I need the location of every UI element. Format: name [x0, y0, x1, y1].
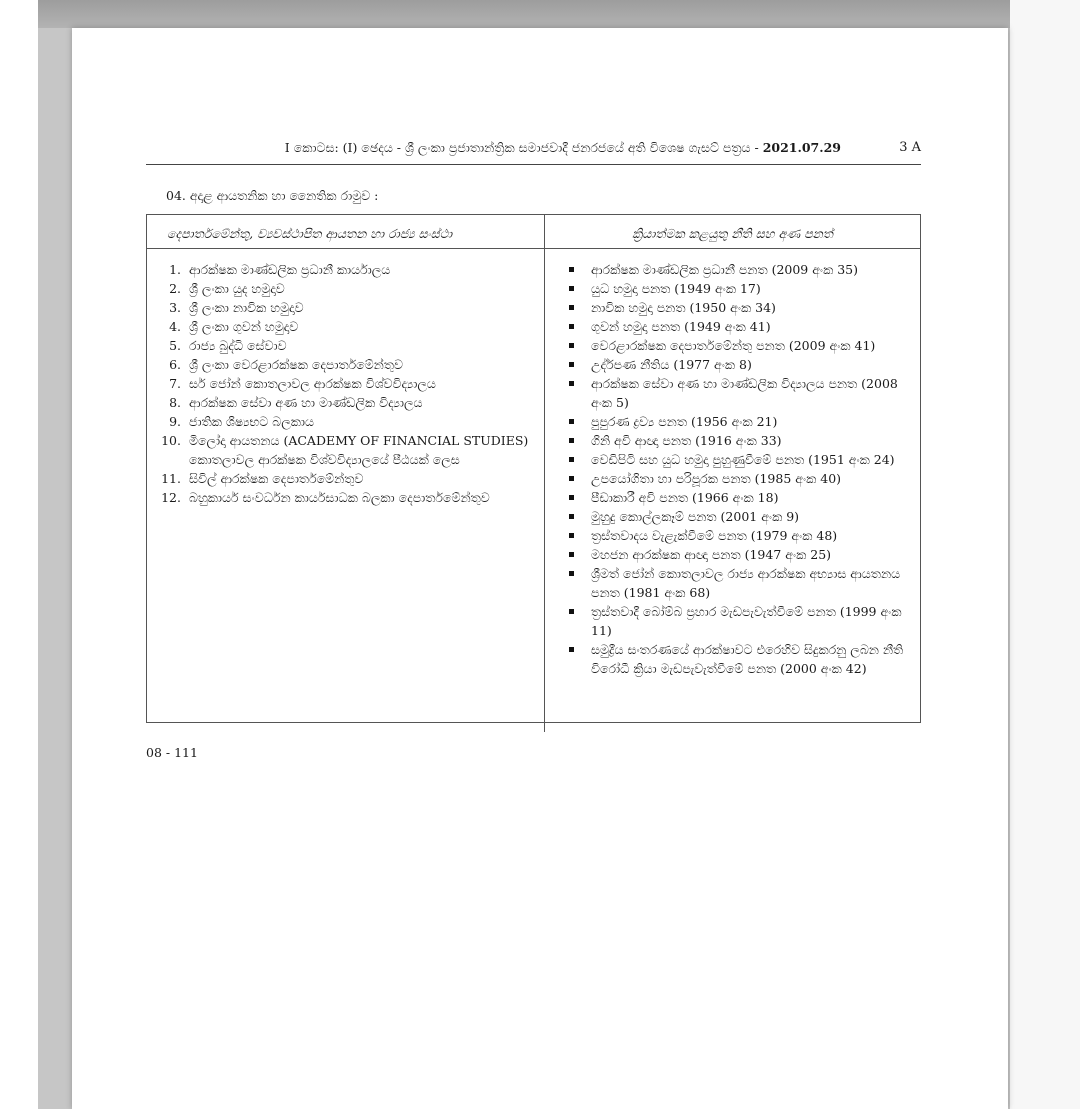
square-bullet-icon: [569, 419, 574, 424]
act-name: ශ්‍රීමත් ජෝන් කොතලාවල රාජ්‍ය ආරක්ෂක අභ්‍යාස ආයතනය පනත (1981 අංක 68): [591, 566, 901, 600]
framework-table: [146, 214, 921, 723]
institution-number: 2.: [169, 281, 181, 296]
act-item: [565, 260, 913, 279]
institution-item: [157, 298, 537, 317]
institution-name: මිලෝදා ආයතනය (ACADEMY OF FINANCIAL STUDIES) කොතලාවල ආරක්ෂක විශ්වවිද්‍යාලයේ පීඨයක් ලෙස: [189, 433, 529, 467]
institution-item: [157, 431, 537, 469]
act-name: පුපුරණ ද්‍රව්‍ය පනත (1956 අංක 21): [591, 414, 778, 429]
header-title-text: I කොටස: (I) ඡෙදය - ශ්‍රී ලංකා ප්‍රජාතාන්ත්‍රික සමාජවාදී ජනරජයේ අති විශෙෂ ගැසට් පත්‍රය -: [284, 140, 759, 155]
square-bullet-icon: [569, 324, 574, 329]
column-divider: [544, 215, 545, 732]
act-item: [565, 374, 913, 412]
act-item: [565, 450, 913, 469]
institution-number: 6.: [169, 357, 181, 372]
institution-item: [157, 412, 537, 431]
square-bullet-icon: [569, 457, 574, 462]
act-item: [565, 431, 913, 450]
institution-number: 12.: [161, 490, 181, 505]
square-bullet-icon: [569, 514, 574, 519]
institution-number: 3.: [169, 300, 181, 315]
institution-name: සිවිල් ආරක්ෂක දෙපාර්තමේන්තුව: [189, 471, 364, 486]
institution-name: ශ්‍රී ලංකා ගුවන් හමුදාව: [189, 319, 299, 334]
right-gutter: [1010, 0, 1080, 1109]
act-name: පීඩාකාරී අවි පනත (1966 අංක 18): [591, 490, 779, 505]
institution-item: [157, 336, 537, 355]
square-bullet-icon: [569, 381, 574, 386]
act-name: යුධ හමුදා පනත (1949 අංක 17): [591, 281, 761, 296]
act-name: වෙඩිපිටි සහ යුධ හමුදා පුහුණුවීමේ පනත (1951 අංක 24): [591, 452, 895, 467]
act-item: [565, 545, 913, 564]
act-name: ගුවන් හමුදා පනත (1949 අංක 41): [591, 319, 771, 334]
act-name: මහජන ආරක්ෂක ආඥා පනත (1947 අංක 25): [591, 547, 832, 562]
act-name: උද්ර්පණ නීතිය (1977 අංක 8): [591, 357, 752, 372]
institution-item: [157, 469, 537, 488]
square-bullet-icon: [569, 476, 574, 481]
square-bullet-icon: [569, 495, 574, 500]
act-item: [565, 412, 913, 431]
header-page-number: 3 A: [899, 140, 921, 155]
table-header-right: ක්‍රියාත්මක කළයුතු නීති සහ අණ පනත්: [632, 226, 833, 241]
institution-number: 5.: [169, 338, 181, 353]
institution-item: [157, 488, 537, 507]
table-header-row: [147, 215, 920, 249]
square-bullet-icon: [569, 305, 574, 310]
institution-number: 11.: [161, 471, 181, 486]
institution-number: 4.: [169, 319, 181, 334]
act-name: ත්‍රස්තවාදී බෝම්බ ප්‍රහාර මැඩපැවැත්වීමේ පනත (1999 අංක 11): [591, 604, 902, 638]
institution-item: [157, 317, 537, 336]
institution-item: [157, 260, 537, 279]
square-bullet-icon: [569, 438, 574, 443]
square-bullet-icon: [569, 533, 574, 538]
institution-item: [157, 279, 537, 298]
act-name: නාවික හමුදා පනත (1950 අංක 34): [591, 300, 776, 315]
square-bullet-icon: [569, 552, 574, 557]
institution-number: 7.: [169, 376, 181, 391]
square-bullet-icon: [569, 647, 574, 652]
act-name: ආරක්ෂක මාණ්ඩලික ප්‍රධානී පනත (2009 අංක 35): [591, 262, 859, 277]
section-title: 04. අදාළ ආයතනික හා නෛතික රාමුව :: [166, 188, 379, 203]
institution-name: ශ්‍රී ලංකා වෙරළාරක්ෂක දෙපාර්තමේන්තුව: [189, 357, 403, 372]
viewer-top-bar: [38, 0, 1010, 28]
act-name: සමුද්‍රීය සංතරණයේ ආරක්ෂාවට එරෙහිව සිදුකරනු ලබන නීති විරෝධී ක්‍රියා මැඩපැවැත්වීමේ පනත (2000 අංක 42): [591, 642, 904, 676]
square-bullet-icon: [569, 286, 574, 291]
acts-list: [565, 260, 913, 678]
table-header-left: දෙපාර්තමේන්තු, ව්‍යවස්ථාපිත ආයතන හා රාජ්‍ය සංස්ථා: [167, 226, 453, 241]
institution-name: ආරක්ෂක සේවා අණ හා මාණ්ඩලික විද්‍යාලය: [189, 395, 423, 410]
institution-number: 9.: [169, 414, 181, 429]
act-item: [565, 507, 913, 526]
act-name: ආරක්ෂක සේවා අණ හා මාණ්ඩලික විද්‍යාලය පනත (2008 අංක 5): [591, 376, 898, 410]
gazette-header: [146, 140, 921, 165]
square-bullet-icon: [569, 343, 574, 348]
institution-name: ශ්‍රී ලංකා යුද හමුදාව: [189, 281, 285, 296]
act-item: [565, 469, 913, 488]
header-date: 2021.07.29: [762, 140, 841, 155]
act-name: ත්‍රස්තවාදය වැළැක්වීමේ පනත (1979 අංක 48): [591, 528, 838, 543]
square-bullet-icon: [569, 609, 574, 614]
footer-code: 08 - 111: [146, 745, 198, 760]
institutions-list: [157, 260, 537, 507]
act-item: [565, 355, 913, 374]
act-item: [565, 602, 913, 640]
act-item: [565, 488, 913, 507]
act-item: [565, 564, 913, 602]
act-item: [565, 298, 913, 317]
act-item: [565, 336, 913, 355]
act-name: උපයෝගිතා හා පරිපූරක පනත (1985 අංක 40): [591, 471, 842, 486]
square-bullet-icon: [569, 571, 574, 576]
square-bullet-icon: [569, 362, 574, 367]
institution-number: 10.: [161, 433, 181, 448]
institution-number: 1.: [169, 262, 181, 277]
act-item: [565, 526, 913, 545]
header-title: [285, 140, 841, 156]
act-item: [565, 640, 913, 678]
institution-name: ශ්‍රී ලංකා නාවික හමුදාව: [189, 300, 304, 315]
institution-item: [157, 355, 537, 374]
act-name: ගිනි අවි ආඥා පනත (1916 අංක 33): [591, 433, 782, 448]
square-bullet-icon: [569, 267, 574, 272]
institution-item: [157, 374, 537, 393]
institution-name: බහුකාර්ය සංවර්ධන කාර්යසාධක බලකා දෙපාර්තමේන්තුව: [189, 490, 490, 505]
act-item: [565, 317, 913, 336]
institution-item: [157, 393, 537, 412]
institution-name: ජාතික ශිෂ්‍යභට බලකාය: [189, 414, 314, 429]
institution-name: සර් ජෝන් කොතලාවල ආරක්ෂක විශ්වවිද්‍යාලය: [189, 376, 436, 391]
institution-name: රාජ්‍ය බුද්ධි සේවාව: [189, 338, 287, 353]
act-item: [565, 279, 913, 298]
institution-number: 8.: [169, 395, 181, 410]
institution-name: ආරක්ෂක මාණ්ඩලික ප්‍රධානී කාර්යාලය: [189, 262, 391, 277]
act-name: වෙරළාරක්ෂක දෙපාර්තමේන්තු පනත (2009 අංක 41): [591, 338, 876, 353]
act-name: මුහුදු කොල්ලකෑම් පනත (2001 අංක 9): [591, 509, 800, 524]
